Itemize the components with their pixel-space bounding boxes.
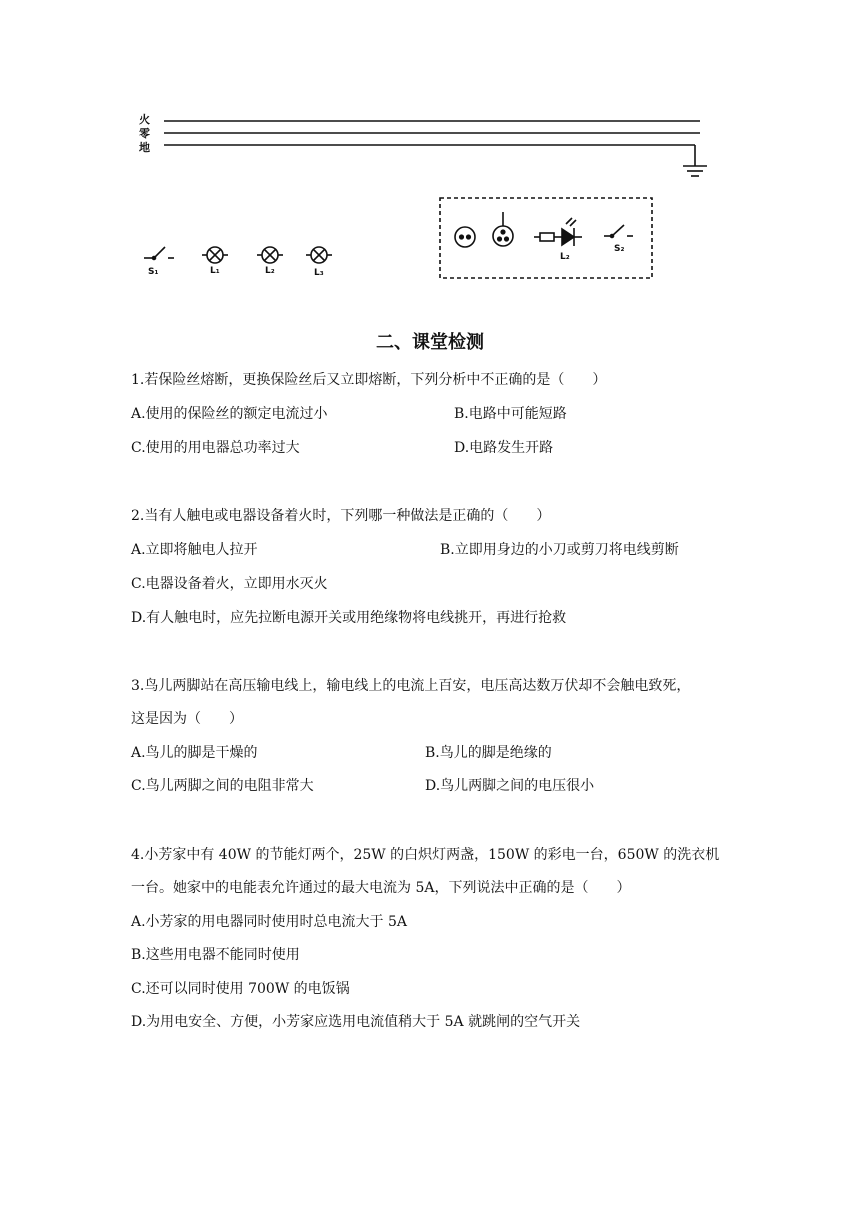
question-4-option-b: B.这些用电器不能同时使用	[131, 947, 300, 963]
question-2-option-a: A.立即将触电人拉开	[131, 542, 258, 558]
ground-wire-label: 地	[139, 141, 150, 154]
switch-s1-label: S₁	[148, 267, 159, 277]
question-2-stem: 2.当有人触电或电器设备着火时，下列哪一种做法是正确的（ ）	[131, 508, 551, 524]
circuit-drawing	[130, 100, 730, 300]
switch-s1-symbol	[144, 247, 174, 260]
lamp-l3-label: L₃	[314, 268, 324, 278]
circuit-diagram	[130, 100, 730, 300]
two-pin-socket-symbol	[455, 227, 475, 247]
live-wire-label: 火	[139, 113, 150, 126]
question-4-option-d: D.为用电安全、方便，小芳家应选用电流值稍大于 5A 就跳闸的空气开关	[131, 1014, 581, 1030]
question-3-option-c: C.鸟儿两脚之间的电阻非常大	[131, 778, 314, 794]
question-3-option-a: A.鸟儿的脚是干燥的	[131, 745, 258, 761]
question-1-stem: 1.若保险丝熔断，更换保险丝后又立即熔断，下列分析中不正确的是（ ）	[131, 372, 607, 388]
question-3-stem-line-2: 这是因为（ ）	[131, 711, 243, 727]
lamp-l3-symbol	[306, 247, 332, 263]
question-1-option-b: B.电路中可能短路	[454, 406, 567, 422]
question-1-option-a: A.使用的保险丝的额定电流过小	[131, 406, 328, 422]
three-pin-socket-symbol	[493, 212, 513, 246]
question-2-option-d: D.有人触电时，应先拉断电源开关或用绝缘物将电线挑开，再进行抢救	[131, 610, 567, 626]
lamp-l2-symbol	[257, 247, 283, 263]
section-title: 二、课堂检测	[376, 332, 484, 353]
lamp-l1-label: L₁	[210, 266, 220, 276]
question-4-stem-line-1: 4.小芳家中有 40W 的节能灯两个，25W 的白炽灯两盏，150W 的彩电一台，650W 的洗衣机	[131, 847, 720, 863]
switch-s2-label: S₂	[614, 244, 625, 254]
question-4-option-a: A.小芳家的用电器同时使用时总电流大于 5A	[131, 914, 408, 930]
question-1-option-c: C.使用的用电器总功率过大	[131, 440, 300, 456]
question-2-option-b: B.立即用身边的小刀或剪刀将电线剪断	[440, 542, 679, 558]
question-3-stem-line-1: 3.鸟儿两脚站在高压输电线上，输电线上的电流上百安，电压高达数万伏却不会触电致死，	[131, 678, 691, 694]
question-3-option-b: B.鸟儿的脚是绝缘的	[425, 745, 552, 761]
dashed-box	[440, 198, 652, 278]
lamp-l1-symbol	[202, 247, 228, 263]
question-2-option-c: C.电器设备着火，立即用水灭火	[131, 576, 328, 592]
question-4-stem-line-2: 一台。她家中的电能表允许通过的最大电流为 5A，下列说法中正确的是（ ）	[131, 880, 631, 896]
led-l2-label: L₂	[560, 252, 570, 262]
resistor-led-symbol	[534, 218, 582, 246]
question-4-option-c: C.还可以同时使用 700W 的电饭锅	[131, 981, 350, 997]
question-1-option-d: D.电路发生开路	[454, 440, 554, 456]
neutral-wire-label: 零	[139, 127, 150, 140]
lamp-l2-label: L₂	[265, 266, 275, 276]
question-3-option-d: D.鸟儿两脚之间的电压很小	[425, 778, 595, 794]
switch-s2-symbol	[604, 225, 633, 238]
